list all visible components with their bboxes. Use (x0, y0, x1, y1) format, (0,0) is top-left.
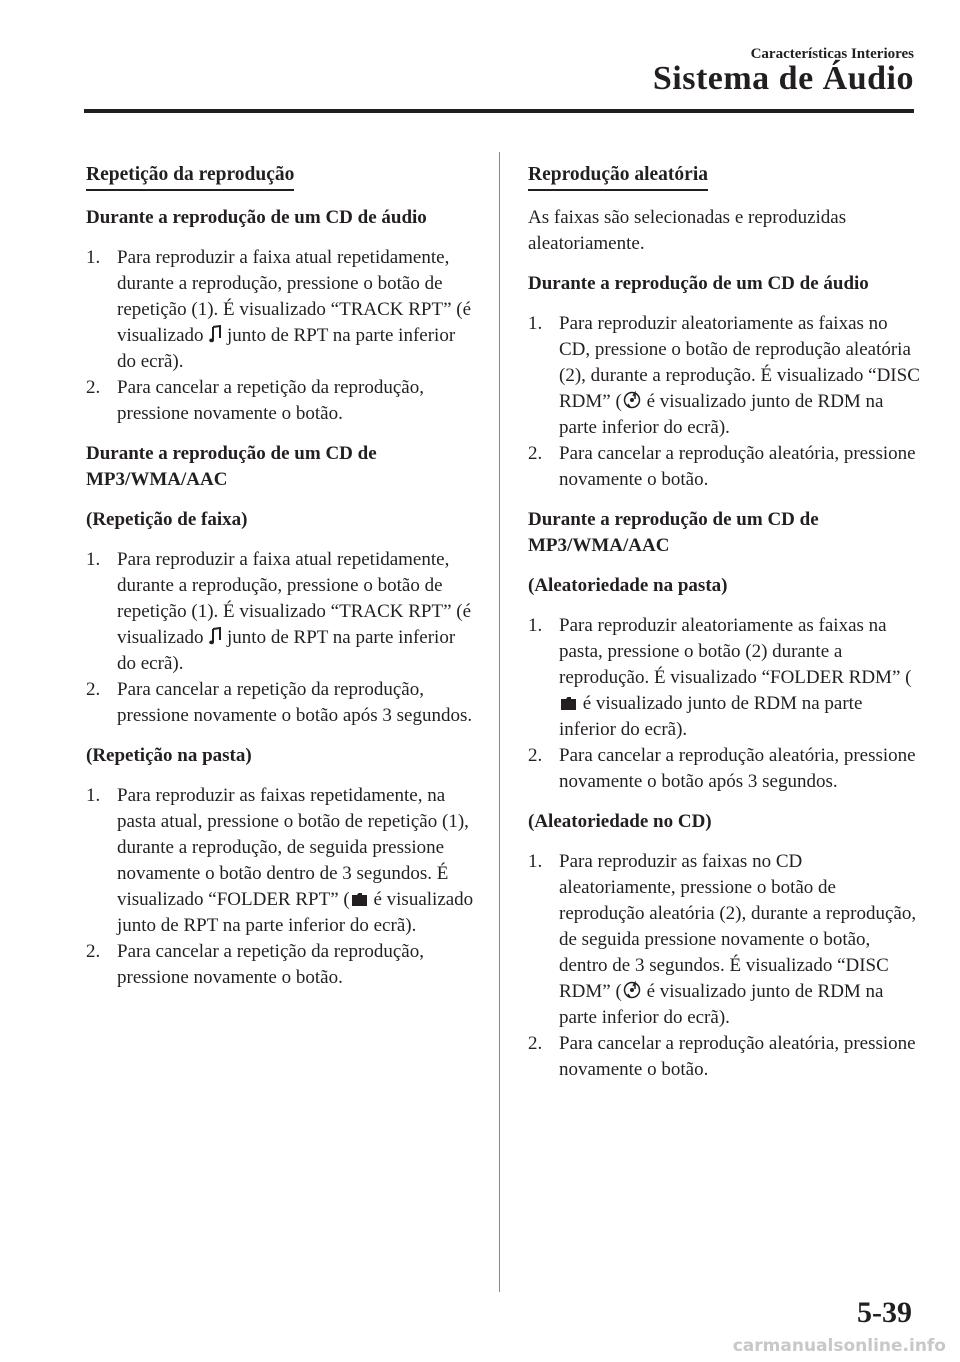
step-text-pre: Para reproduzir aleatoriamente as faixas no CD, pressione o botão de reprodução aleatória (2), durante a reprodução. É visualizado “DISC RDM” ( (559, 313, 920, 412)
step-number: 1. (528, 851, 543, 872)
step-text-pre: Para reproduzir aleatoriamente as faixas na pasta, pressione o botão (2) durante a reprodução. É visualizado “FOLDER RDM” ( (559, 615, 912, 688)
list-item (86, 245, 476, 375)
section-title-repeat: Repetição da reprodução (86, 162, 294, 191)
step-text (117, 245, 476, 375)
list-item (528, 441, 920, 493)
step-text: Para cancelar a reprodução aleatória, pressione novamente o botão. (559, 1033, 916, 1080)
step-text (559, 311, 920, 441)
header-section-label: Características Interiores (750, 46, 914, 62)
step-text (559, 849, 920, 1031)
step-text (117, 783, 476, 939)
list-item (528, 613, 920, 743)
intro-paragraph: As faixas são selecionadas e reproduzidas aleatoriamente. (528, 207, 847, 254)
step-text: Para cancelar a repetição da reprodução, pressione novamente o botão após 3 segundos. (117, 679, 473, 726)
step-text: Para cancelar a reprodução aleatória, pressione novamente o botão. (559, 443, 916, 490)
step-text-pre: Para reproduzir as faixas repetidamente, na pasta atual, pressione o botão de repetição (1), durante a reprodução, de seguida pressione novamente o botão dentro de 3 segundos. É visualizado “FOLDER RPT” ( (117, 785, 469, 910)
left-column (86, 162, 476, 1005)
step-text: Para cancelar a repetição da reprodução, pressione novamente o botão. (117, 941, 424, 988)
step-number: 1. (86, 785, 101, 806)
list-item (86, 783, 476, 939)
subheading-cd-random: (Aleatoriedade no CD) (528, 811, 712, 832)
disc-icon (623, 391, 641, 409)
step-text: Para cancelar a repetição da reprodução, pressione novamente o botão. (117, 377, 424, 424)
steps-track-repeat (86, 547, 476, 729)
section-title-random: Reprodução aleatória (528, 162, 708, 191)
step-number: 1. (86, 247, 101, 268)
music-note-icon (209, 325, 221, 343)
page-title: Sistema de Áudio (652, 60, 914, 97)
step-number: 2. (528, 1033, 543, 1054)
step-text-post: é visualizado junto de RDM na parte inferior do ecrã). (559, 693, 863, 740)
step-number: 1. (528, 615, 543, 636)
step-text-post: é visualizado junto de RDM na parte inferior do ecrã). (559, 981, 884, 1028)
list-item (528, 743, 920, 795)
step-text (559, 613, 920, 743)
folder-icon (560, 696, 577, 711)
steps-cd-audio-repeat (86, 245, 476, 427)
header-rule (84, 109, 914, 113)
list-item (528, 849, 920, 1031)
step-text-pre: Para reproduzir a faixa atual repetidamente, durante a reprodução, pressione o botão de repetição (1). É visualizado “TRACK RPT” (é visualizado (117, 247, 472, 346)
subheading-track-repeat: (Repetição de faixa) (86, 509, 248, 530)
heading-cd-audio: Durante a reprodução de um CD de áudio (528, 273, 869, 294)
list-item (86, 547, 476, 677)
list-item (86, 677, 476, 729)
list-item (86, 375, 476, 427)
step-number: 2. (528, 443, 543, 464)
heading-mp3: Durante a reprodução de um CD de MP3/WMA/AAC (528, 509, 819, 556)
step-number: 2. (528, 745, 543, 766)
subheading-folder-random: (Aleatoriedade na pasta) (528, 575, 728, 596)
step-number: 2. (86, 679, 101, 700)
step-text-pre: Para reproduzir a faixa atual repetidamente, durante a reprodução, pressione o botão de repetição (1). É visualizado “TRACK RPT” (é visualizado (117, 549, 472, 648)
step-number: 1. (86, 549, 101, 570)
step-number: 1. (528, 313, 543, 334)
step-number: 2. (86, 377, 101, 398)
column-divider (499, 152, 500, 1292)
step-text-pre: Para reproduzir as faixas no CD aleatoriamente, pressione o botão de reprodução aleatória (2), durante a reprodução, de seguida pressione novamente o botão, dentro de 3 segundos. É visualizado “DISC RDM” ( (559, 851, 917, 1002)
list-item (528, 1031, 920, 1083)
step-text-post: é visualizado junto de RDM na parte inferior do ecrã). (559, 391, 884, 438)
heading-cd-audio: Durante a reprodução de um CD de áudio (86, 207, 427, 228)
step-text-post: junto de RPT na parte inferior do ecrã). (117, 627, 456, 674)
step-number: 2. (86, 941, 101, 962)
subheading-folder-repeat: (Repetição na pasta) (86, 745, 252, 766)
folder-icon (351, 892, 368, 907)
watermark: carmanualsonline.info (732, 1336, 946, 1356)
step-text (117, 547, 476, 677)
steps-folder-repeat (86, 783, 476, 991)
steps-folder-random (528, 613, 920, 795)
steps-cd-audio-random (528, 311, 920, 493)
disc-icon (623, 981, 641, 999)
step-text: Para cancelar a reprodução aleatória, pressione novamente o botão após 3 segundos. (559, 745, 916, 792)
right-column (528, 162, 920, 1097)
steps-cd-random (528, 849, 920, 1083)
step-text-post: é visualizado junto de RPT na parte inferior do ecrã). (117, 889, 474, 936)
music-note-icon (209, 627, 221, 645)
heading-mp3: Durante a reprodução de um CD de MP3/WMA/AAC (86, 443, 377, 490)
page-number: 5-39 (857, 1296, 912, 1329)
list-item (86, 939, 476, 991)
step-text-post: junto de RPT na parte inferior do ecrã). (117, 325, 456, 372)
list-item (528, 311, 920, 441)
